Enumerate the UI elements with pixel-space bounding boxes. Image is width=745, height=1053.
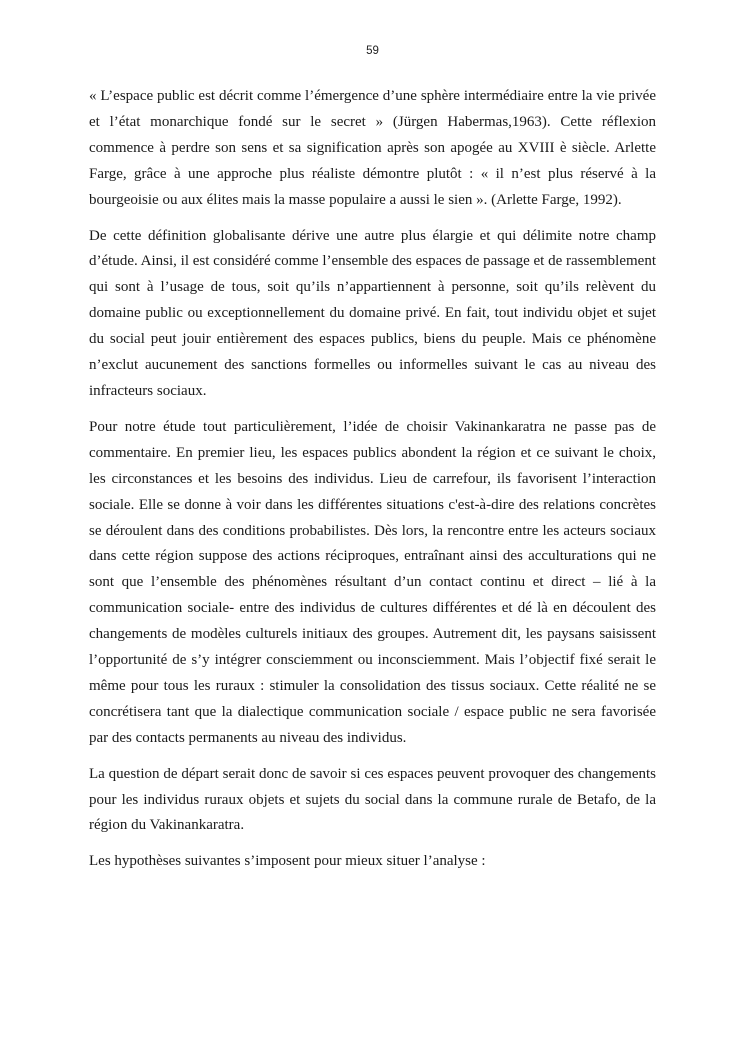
paragraph-hypotheses-intro: Les hypothèses suivantes s’imposent pour mieux situer l’analyse : [89,853,486,870]
paragraph-research-question: La question de départ serait donc de savoir si ces espaces peuvent provoquer des changements pour les individus ruraux objets et sujets du social dans la commune rurale de Betafo, de la région du Vakinankaratra. [89,765,656,834]
paragraph-vakinankaratra-choice: Pour notre étude tout particulièrement, l’idée de choisir Vakinankaratra ne passe pas de commentaire. En premier lieu, les espaces publics abondent la région et ce suivant le choix, les circonstances et les besoins des individus. Lieu de carrefour, ils favorisent l’interaction sociale. Elle se donne à voir dans les différentes situations c'est-à-dire des relations concrètes se déroulent dans des conditions probabilistes. Dès lors, la rencontre entre les acteurs sociaux dans cette région suppose des actions réciproques, entraînant ainsi des acculturations qui ne sont que l’ensemble des phénomènes résultant d’un contact continu et direct – lié à la communication sociale- entre des individus de cultures différentes et dé là en découlent des changements de modèles culturels initiaux des groupes. Autrement dit, les paysans saisissent l’opportunité de s’y intégrer consciemment ou inconsciemment. Mais l’objectif fixé serait le même pour tous les ruraux : stimuler la consolidation des tissus sociaux. Cette réalité ne se concrétisera tant que la dialectique communication sociale / espace public ne sera favorisée par des contacts permanents au niveau des individus. [89,418,656,746]
document-body [89,84,656,885]
page-number: 59 [366,45,379,57]
paragraph-public-space-definition: « L’espace public est décrit comme l’émergence d’une sphère intermédiaire entre la vie privée et l’état monarchique fondé sur le secret » (Jürgen Habermas,1963). Cette réflexion commence à perdre son sens et sa signification après son apogée au XVIII è siècle. Arlette Farge, grâce à une approche plus réaliste démontre plutôt : « il n’est plus réservé à la bourgeoisie ou aux élites mais la masse populaire a aussi le sien ». (Arlette Farge, 1992). [89,88,656,208]
paragraph-field-of-study: De cette définition globalisante dérive une autre plus élargie et qui délimite notre champ d’étude. Ainsi, il est considéré comme l’ensemble des espaces de passage et de rassemblement qui sont à l’usage de tous, soit qu’ils n’appartiennent à personne, soit qu’ils relèvent du domaine public ou exceptionnellement du domaine privé. En fait, tout individu objet et sujet du social peut jouir entièrement des espaces publics, biens du peuple. Mais ce phénomène n’exclut aucunement des sanctions formelles ou informelles suivant le cas au niveau des infracteurs sociaux. [89,227,656,399]
